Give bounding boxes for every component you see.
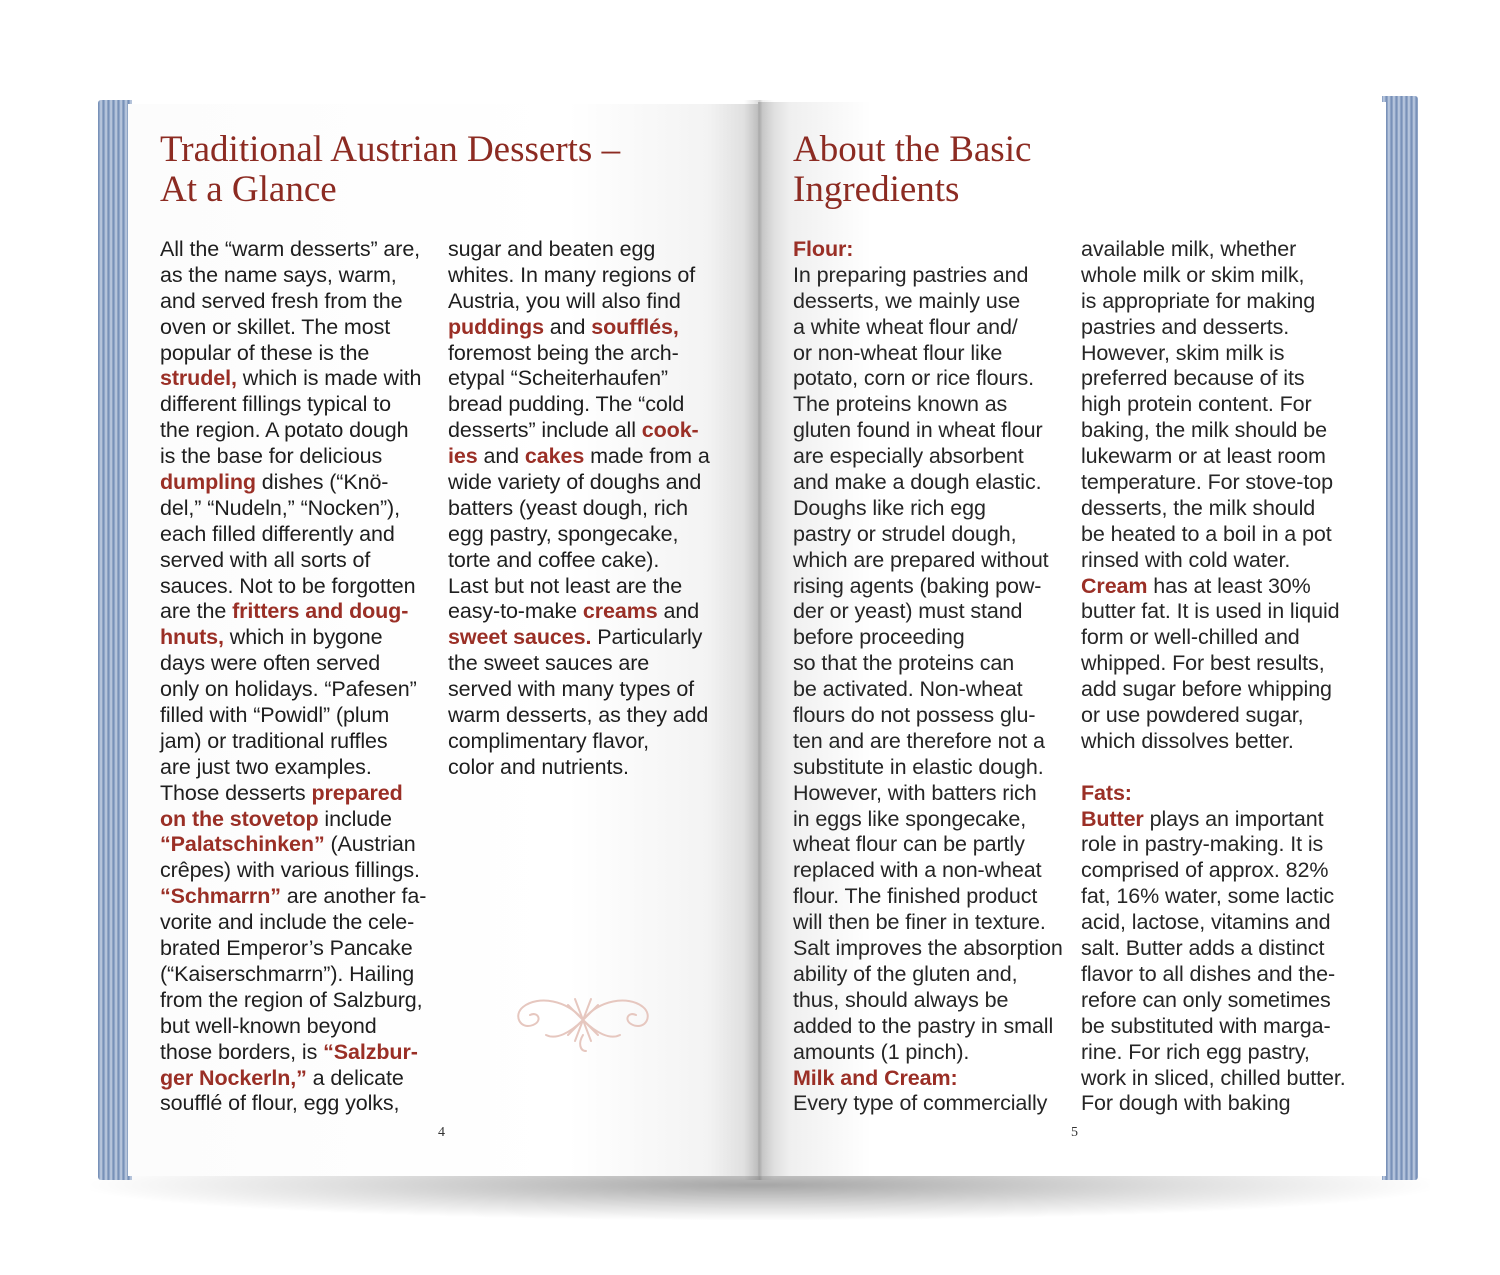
highlighted-term: cakes [524,444,585,469]
right-page-title [793,130,1031,210]
text-line [793,574,1063,600]
text-segment: gluten found in wheat flour [793,418,1043,443]
text-line [448,418,710,444]
text-line [793,625,1063,651]
text-segment: and [657,599,700,624]
text-segment: and [543,314,592,339]
text-segment: jam) or traditional ruffles [160,728,388,753]
text-segment: ability of the gluten and, [793,961,1018,986]
text-line [160,522,426,548]
text-segment: refore can only sometimes [1081,987,1331,1012]
text-line [793,781,1063,807]
text-segment: which in bygone [223,625,383,650]
text-segment: ten and are therefore not a [793,728,1045,753]
text-line [793,651,1063,677]
text-line [793,1066,1063,1092]
text-line [793,522,1063,548]
text-line [1081,366,1346,392]
book-spine [744,100,774,1180]
text-line [1081,418,1346,444]
text-segment: Doughs like rich egg [793,495,986,520]
highlighted-term: Fats: [1081,780,1132,805]
text-line [1081,574,1346,600]
text-line [1081,315,1346,341]
left-page-column-2 [448,237,710,781]
text-segment: each filled differently and [160,521,395,546]
text-segment: In preparing pastries and [793,262,1029,287]
text-segment: added to the pastry in small [793,1013,1054,1038]
text-segment: sauces. Not to be forgotten [160,573,416,598]
highlighted-term: Flour: [793,237,854,261]
text-segment: color and nutrients. [448,754,629,779]
text-segment: comprised of approx. 82% [1081,858,1329,883]
text-line [160,548,426,574]
text-line [1081,496,1346,522]
text-line [160,470,426,496]
text-segment: add sugar before whipping [1081,677,1332,702]
text-line [160,807,426,833]
text-line [448,444,710,470]
text-line [160,651,426,677]
text-segment: For dough with baking [1081,1091,1291,1116]
text-segment: are another fa- [280,884,427,909]
text-segment: only on holidays. “Pafesen” [160,677,417,702]
text-segment: flours do not possess glu- [793,703,1036,728]
text-line [1081,651,1346,677]
text-segment: and [477,444,525,469]
text-segment: include [318,806,392,831]
text-segment: wide variety of doughs and [448,470,702,495]
text-segment: fat, 16% water, some lactic [1081,884,1335,909]
text-segment: which are prepared without [793,547,1049,572]
book-left-page-edges [98,100,132,1180]
text-segment: However, with batters rich [793,780,1037,805]
text-line [160,1014,426,1040]
text-line [160,599,426,625]
text-segment: or use powdered sugar, [1081,703,1304,728]
text-line [1081,289,1346,315]
text-line [160,910,426,936]
text-line [1081,548,1346,574]
highlighted-term: fritters and doug- [232,599,409,624]
text-line [1081,677,1346,703]
text-segment: which dissolves better. [1081,728,1294,753]
text-line [1081,962,1346,988]
text-segment: pastry or strudel dough, [793,521,1017,546]
text-line [793,677,1063,703]
text-line [160,366,426,392]
text-line [160,884,426,910]
text-segment: temperature. For stove-top [1081,470,1333,495]
highlighted-term: “Salzbur- [323,1039,418,1064]
text-line [1081,1091,1346,1117]
text-segment: desserts, the milk should [1081,495,1316,520]
text-line [160,1091,426,1117]
left-page-column-1 [160,237,426,1117]
text-line [160,962,426,988]
text-line [793,807,1063,833]
text-line [1081,263,1346,289]
text-line [1081,599,1346,625]
text-segment: oven or skillet. The most [160,314,391,339]
text-segment: made from a [584,444,710,469]
text-line [793,858,1063,884]
book-right-page-edges [1382,96,1418,1180]
text-segment: vorite and include the cele- [160,910,415,935]
highlighted-term: puddings [448,314,544,339]
text-line [448,263,710,289]
text-segment: are the [160,599,233,624]
text-segment: Austria, you will also find [448,288,681,313]
text-line [793,289,1063,315]
text-segment: amounts (1 pinch). [793,1039,970,1064]
highlighted-term: on the stovetop [160,806,319,831]
text-segment: (“Kaiserschmarrn”). Hailing [160,961,415,986]
text-line [448,755,710,781]
text-line [1081,832,1346,858]
text-segment: salt. Butter adds a distinct [1081,936,1325,961]
text-line [793,444,1063,470]
text-segment: will then be finer in texture. [793,910,1046,935]
text-line [160,263,426,289]
text-segment: filled with “Powidl” (plum [160,703,390,728]
text-line [793,237,1063,263]
text-line [160,858,426,884]
text-segment: etypal “Scheiterhaufen” [448,366,668,391]
highlighted-term: Butter [1081,806,1144,831]
text-line [1081,936,1346,962]
text-line [1081,884,1346,910]
highlighted-term: prepared [311,780,403,805]
text-segment: desserts” include all [448,418,642,443]
text-line [793,366,1063,392]
text-line [793,392,1063,418]
text-line [160,703,426,729]
text-segment: which is made with [236,366,422,391]
text-segment: Those desserts [160,780,312,805]
text-line [448,237,710,263]
text-segment: batters (yeast dough, rich [448,495,688,520]
text-line [793,962,1063,988]
text-line [793,884,1063,910]
text-segment: days were often served [160,651,381,676]
text-segment: All the “warm desserts” are, [160,237,421,261]
text-line [793,315,1063,341]
text-segment: pastries and desserts. [1081,314,1290,339]
text-line [1081,341,1346,367]
title-line: About the Basic [793,129,1032,170]
text-segment: butter fat. It is used in liquid [1081,599,1340,624]
text-segment: Last but not least are the [448,573,683,598]
text-segment: flour. The finished product [793,884,1038,909]
text-line [1081,1040,1346,1066]
text-line [1081,781,1346,807]
text-segment: crêpes) with various fillings. [160,858,420,883]
text-line [793,910,1063,936]
text-line [1081,625,1346,651]
text-segment: der or yeast) must stand [793,599,1023,624]
text-line [1081,858,1346,884]
text-segment: in eggs like spongecake, [793,806,1027,831]
text-line [160,729,426,755]
text-line [793,496,1063,522]
text-line [1081,470,1346,496]
highlighted-term: ger Nockerln,” [160,1065,307,1090]
text-line [1081,444,1346,470]
text-segment: as the name says, warm, [160,262,397,287]
text-line [448,703,710,729]
text-segment: thus, should always be [793,987,1009,1012]
text-segment: role in pastry-making. It is [1081,832,1324,857]
text-line [1081,522,1346,548]
text-segment: desserts, we mainly use [793,288,1021,313]
flourish-ornament-icon [508,985,658,1055]
page-number-right: 5 [1071,1125,1078,1140]
text-segment: sugar and beaten egg [448,237,656,261]
text-line [160,936,426,962]
text-line [448,366,710,392]
text-segment: high protein content. For [1081,392,1312,417]
text-segment: foremost being the arch- [448,340,679,365]
highlighted-term: “Schmarrn” [160,884,281,909]
text-segment: lukewarm or at least room [1081,444,1326,469]
text-line [448,574,710,600]
text-segment: complimentary flavor, [448,728,650,753]
text-segment: preferred because of its [1081,366,1305,391]
highlighted-term: “Palatschinken” [160,832,325,857]
text-line [1081,910,1346,936]
text-segment: served with many types of [448,677,695,702]
text-segment: has at least 30% [1147,573,1311,598]
text-line [160,444,426,470]
text-line [160,237,426,263]
text-segment: and make a dough elastic. [793,470,1042,495]
text-line [1081,237,1346,263]
text-line [448,496,710,522]
text-segment: are just two examples. [160,754,372,779]
text-segment: a delicate [306,1065,404,1090]
text-segment: del,” “Nudeln,” “Nocken”), [160,495,400,520]
text-line [793,1040,1063,1066]
text-segment: the sweet sauces are [448,651,650,676]
highlighted-term: Cream [1081,573,1148,598]
text-segment: be substituted with marga- [1081,1013,1331,1038]
highlighted-term: soufflés, [591,314,679,339]
text-segment: egg pastry, spongecake, [448,521,679,546]
text-line [1081,807,1346,833]
text-line [160,315,426,341]
text-line [160,289,426,315]
text-segment: substitute in elastic dough. [793,754,1044,779]
text-line [160,677,426,703]
text-segment: and served fresh from the [160,288,403,313]
text-segment: popular of these is the [160,340,370,365]
text-line [160,496,426,522]
blank-line [1081,755,1346,781]
highlighted-term: sweet sauces. [448,625,592,650]
highlighted-term: creams [582,599,658,624]
text-segment: are especially absorbent [793,444,1024,469]
text-segment: Particularly [591,625,703,650]
text-line [160,1066,426,1092]
text-segment: served with all sorts of [160,547,371,572]
text-segment: be activated. Non-wheat [793,677,1023,702]
text-segment: (Austrian [324,832,416,857]
text-segment: potato, corn or rice flours. [793,366,1034,391]
text-segment: flavor to all dishes and the- [1081,961,1336,986]
text-line [793,988,1063,1014]
text-line [1081,1066,1346,1092]
text-line [448,548,710,574]
highlighted-term: hnuts, [160,625,224,650]
text-line [448,651,710,677]
text-segment: warm desserts, as they add [448,703,709,728]
text-segment: replaced with a non-wheat [793,858,1042,883]
title-line: At a Glance [160,169,337,210]
text-line [793,729,1063,755]
text-line [793,548,1063,574]
text-segment: whipped. For best results, [1081,651,1325,676]
text-segment: form or well-chilled and [1081,625,1300,650]
highlighted-term: Milk and Cream: [793,1065,958,1090]
text-line [448,315,710,341]
text-segment: whites. In many regions of [448,262,696,287]
title-line: Ingredients [793,169,960,210]
left-page-title [160,130,620,210]
text-line [160,574,426,600]
text-line [160,418,426,444]
text-line [160,781,426,807]
text-line [793,832,1063,858]
text-line [448,729,710,755]
text-segment: available milk, whether [1081,237,1297,261]
text-segment: wheat flour can be partly [793,832,1025,857]
text-segment: dishes (“Knö- [255,470,389,495]
text-line [160,832,426,858]
text-line [448,289,710,315]
text-line [160,625,426,651]
text-line [793,703,1063,729]
text-line [793,470,1063,496]
text-segment: rising agents (baking pow- [793,573,1042,598]
text-line [793,599,1063,625]
text-line [793,1014,1063,1040]
text-segment: The proteins known as [793,392,1008,417]
text-segment: the region. A potato dough [160,418,409,443]
text-segment: plays an important [1143,806,1324,831]
text-segment: rinsed with cold water. [1081,547,1291,572]
text-line [448,625,710,651]
text-segment: is appropriate for making [1081,288,1316,313]
text-line [160,755,426,781]
text-segment: before proceeding [793,625,965,650]
text-segment: whole milk or skim milk, [1081,262,1305,287]
text-segment: those borders, is [160,1039,324,1064]
page-number-left: 4 [438,1125,445,1140]
text-line [1081,729,1346,755]
text-segment: easy-to-make [448,599,583,624]
text-segment: Every type of commercially [793,1091,1048,1116]
text-segment: rine. For rich egg pastry, [1081,1039,1310,1064]
text-segment: from the region of Salzburg, [160,987,423,1012]
text-line [448,341,710,367]
text-segment: acid, lactose, vitamins and [1081,910,1331,935]
text-segment: a white wheat flour and/ [793,314,1018,339]
text-segment: However, skim milk is [1081,340,1285,365]
text-segment: torte and coffee cake). [448,547,660,572]
text-line [160,392,426,418]
text-line [448,522,710,548]
text-segment: baking, the milk should be [1081,418,1327,443]
text-line [793,418,1063,444]
title-line: Traditional Austrian Desserts – [160,129,621,170]
text-segment: bread pudding. The “cold [448,392,685,417]
text-segment: be heated to a boil in a pot [1081,521,1332,546]
text-line [448,392,710,418]
text-line [1081,703,1346,729]
text-line [160,341,426,367]
text-line [448,599,710,625]
text-line [160,1040,426,1066]
text-line [1081,1014,1346,1040]
text-segment: work in sliced, chilled butter. [1081,1065,1346,1090]
text-segment: Salt improves the absorption [793,936,1063,961]
text-line [448,677,710,703]
text-line [1081,392,1346,418]
text-segment: or non-wheat flour like [793,340,1003,365]
right-page-column-1 [793,237,1063,1117]
text-segment: different fillings typical to [160,392,391,417]
text-line [793,341,1063,367]
text-segment: soufflé of flour, egg yolks, [160,1091,400,1116]
highlighted-term: dumpling [160,470,256,495]
right-page-column-2 [1081,237,1346,1117]
text-segment: but well-known beyond [160,1013,377,1038]
text-segment: brated Emperor’s Pancake [160,936,413,961]
text-line [1081,988,1346,1014]
text-line [448,470,710,496]
text-line [160,988,426,1014]
text-segment: so that the proteins can [793,651,1015,676]
text-line [793,936,1063,962]
text-line [793,755,1063,781]
highlighted-term: cook- [641,418,699,443]
highlighted-term: strudel, [160,366,237,391]
text-line [793,1091,1063,1117]
highlighted-term: ies [448,444,478,469]
text-segment: is the base for delicious [160,444,383,469]
text-line [793,263,1063,289]
